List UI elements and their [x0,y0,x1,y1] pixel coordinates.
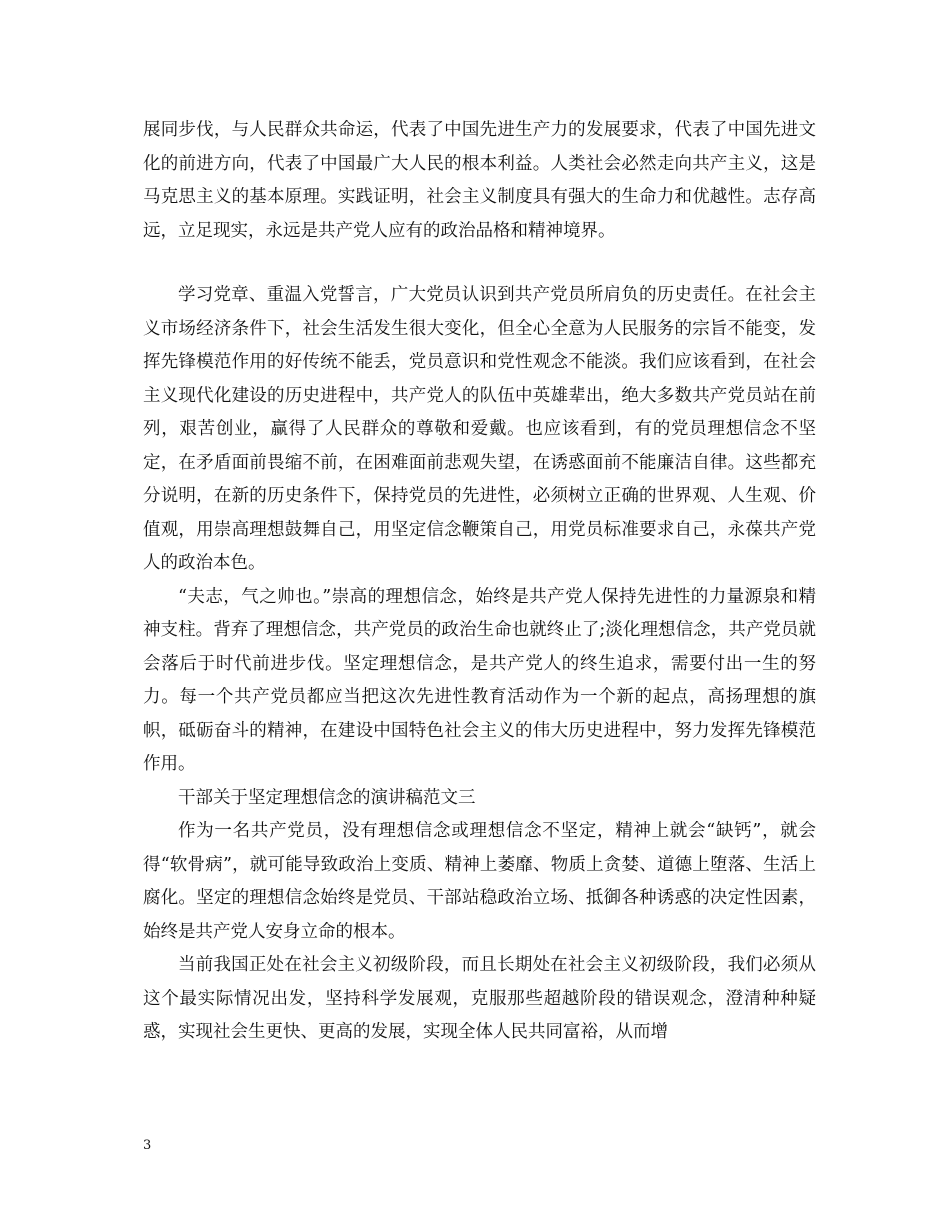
page-number: 3 [143,1138,152,1153]
paragraph-continuation: 展同步伐，与人民群众共命运，代表了中国先进生产力的发展要求，代表了中国先进文化的前进方向，代表了中国最广大人民的根本利益。人类社会必然走向共产主义，这是马克思主义的基本原理。实践证明，社会主义制度具有强大的生命力和优越性。志存高远，立足现实，永远是共产党人应有的政治品格和精神境界。 [143,120,816,241]
paragraph-ideals-foundation: “夫志，气之帅也。”崇高的理想信念，始终是共产党人保持先进性的力量源泉和精神支柱。背弃了理想信念，共产党员的政治生命也就终止了;淡化理想信念，共产党员就会落后于时代前进步伐。坚定理想信念，是共产党人的终生追求，需要付出一生的努力。每一个共产党员都应当把这次先进性教育活动作为一个新的起点，高扬理想的旗帜，砥砺奋斗的精神，在建设中国特色社会主义的伟大历史进程中，努力发挥先锋模范作用。 [143,586,816,774]
section-heading: 干部关于坚定理想信念的演讲稿范文三 [178,787,476,808]
paragraph-party-responsibility: 学习党章、重温入党誓言，广大党员认识到共产党员所肩负的历史责任。在社会主义市场经济条件下，社会生活发生很大变化，但全心全意为人民服务的宗旨不能变，发挥先锋模范作用的好传统不能丢，党员意识和党性观念不能淡。我们应该看到，在社会主义现代化建设的历史进程中，共产党人的队伍中英雄辈出，绝大多数共产党员站在前列，艰苦创业，赢得了人民群众的尊敬和爱戴。也应该看到，有的党员理想信念不坚定，在矛盾面前畏缩不前，在困难面前悲观失望，在诱惑面前不能廉洁自律。这些都充分说明，在新的历史条件下，保持党员的先进性，必须树立正确的世界观、人生观、价值观，用崇高理想鼓舞自己，用坚定信念鞭策自己，用党员标准要求自己，永葆共产党人的政治本色。 [143,285,816,573]
paragraph-gap [143,248,816,279]
body-text [143,114,816,1050]
paragraph-calcium-deficiency: 作为一名共产党员，没有理想信念或理想信念不坚定，精神上就会“缺钙”，就会得“软骨病”，就可能导致政治上变质、精神上萎靡、物质上贪婪、道德上堕落、生活上腐化。坚定的理想信念始终是党员、干部站稳政治立场、抵御各种诱惑的决定性因素，始终是共产党人安身立命的根本。 [143,821,816,942]
paragraph-primary-stage: 当前我国正处在社会主义初级阶段，而且长期处在社会主义初级阶段，我们必须从这个最实际情况出发，坚持科学发展观，克服那些超越阶段的错误观念，澄清种种疑惑，实现社会生更快、更高的发展，实现全体人民共同富裕，从而增 [143,955,816,1042]
